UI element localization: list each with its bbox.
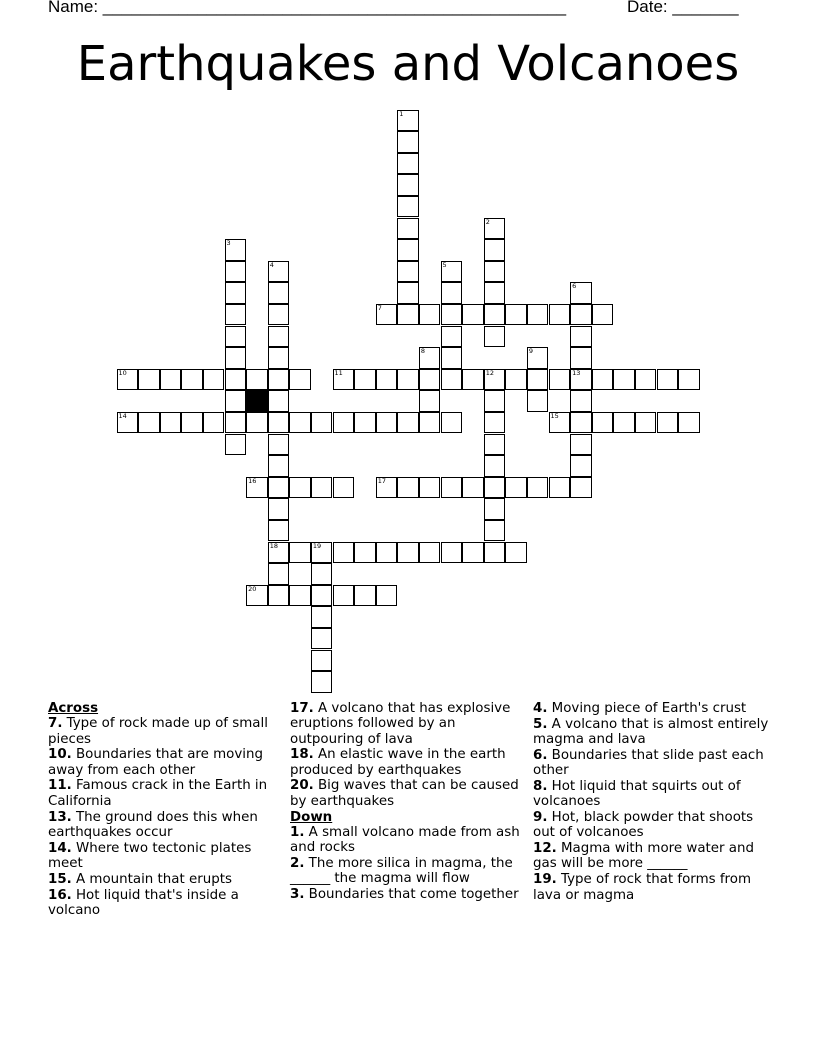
grid-cell[interactable] <box>505 369 527 391</box>
grid-cell[interactable] <box>484 218 506 240</box>
clue-down-1: 1. A small volcano made from ash and rocks <box>290 824 520 856</box>
grid-cell[interactable] <box>441 304 463 326</box>
grid-cell[interactable] <box>268 498 290 520</box>
grid-cell[interactable] <box>462 477 484 499</box>
grid-cell[interactable] <box>203 369 225 391</box>
grid-cell[interactable] <box>419 390 441 412</box>
grid-cell[interactable] <box>311 650 333 672</box>
grid-cell[interactable] <box>268 326 290 348</box>
clue-number-label: 18 <box>269 541 278 550</box>
grid-cell[interactable] <box>484 520 506 542</box>
grid-cell[interactable] <box>397 477 419 499</box>
grid-cell[interactable] <box>397 239 419 261</box>
grid-cell[interactable] <box>441 326 463 348</box>
grid-cell[interactable] <box>441 477 463 499</box>
grid-cell[interactable] <box>333 542 355 564</box>
grid-cell[interactable] <box>419 477 441 499</box>
grid-cell[interactable] <box>527 369 549 391</box>
grid-cell[interactable] <box>397 412 419 434</box>
grid-cell[interactable] <box>268 477 290 499</box>
grid-cell[interactable] <box>570 412 592 434</box>
grid-cell[interactable] <box>203 412 225 434</box>
grid-cell[interactable] <box>268 520 290 542</box>
grid-cell[interactable] <box>397 261 419 283</box>
grid-cell[interactable] <box>333 477 355 499</box>
grid-cell[interactable] <box>484 261 506 283</box>
grid-cell[interactable] <box>397 369 419 391</box>
clue-number-label: 19 <box>312 541 322 550</box>
clue-number-label: 8 <box>420 347 426 356</box>
grid-cell[interactable] <box>592 412 614 434</box>
grid-cell[interactable] <box>484 326 506 348</box>
clue-across-15: 15. A mountain that erupts <box>48 871 232 887</box>
grid-cell[interactable] <box>225 326 247 348</box>
grid-cell[interactable] <box>311 563 333 585</box>
grid-cell[interactable] <box>225 369 247 391</box>
clue-down-19: 19. Type of rock that forms from lava or magma <box>533 872 752 903</box>
clue-across-16: 16. Hot liquid that's inside a volcano <box>48 887 239 918</box>
clue-across-17: 17. A volcano that has explosive eruptions followed by an outpouring of lava <box>290 701 511 747</box>
grid-cell[interactable] <box>246 585 268 607</box>
grid-cell[interactable] <box>289 542 311 564</box>
grid-cell[interactable] <box>397 196 419 218</box>
clue-number-label: 16 <box>248 476 257 485</box>
grid-cell[interactable] <box>549 477 571 499</box>
clue-column-2 <box>290 701 526 903</box>
clue-number-label: 13 <box>572 368 581 377</box>
grid-cell[interactable] <box>484 542 506 564</box>
clue-down-8: 8. Hot liquid that squirts out of volcanoes <box>533 778 741 810</box>
grid-cell[interactable] <box>419 412 441 434</box>
grid-cell[interactable] <box>311 542 333 564</box>
grid-cell[interactable] <box>354 542 376 564</box>
clue-across-11: 11. Famous crack in the Earth in California <box>48 778 268 809</box>
grid-cell[interactable] <box>484 369 506 391</box>
grid-cell[interactable] <box>268 390 290 412</box>
grid-cell[interactable] <box>570 326 592 348</box>
grid-cell[interactable] <box>678 412 700 434</box>
grid-cell[interactable] <box>246 412 268 434</box>
grid-cell[interactable] <box>225 239 247 261</box>
grid-cell[interactable] <box>635 369 657 391</box>
grid-cell[interactable] <box>484 477 506 499</box>
clue-across-14: 14. Where two tectonic plates meet <box>48 840 252 871</box>
grid-cell[interactable] <box>268 455 290 477</box>
grid-cell[interactable] <box>441 261 463 283</box>
grid-cell[interactable] <box>376 477 398 499</box>
clue-number-label: 2 <box>485 217 490 226</box>
grid-cell[interactable] <box>311 628 333 650</box>
grid-cell[interactable] <box>268 369 290 391</box>
grid-cell[interactable] <box>657 369 679 391</box>
grid-cell[interactable] <box>333 412 355 434</box>
grid-cell[interactable] <box>289 477 311 499</box>
grid-cell[interactable] <box>570 455 592 477</box>
clue-down-5: 5. A volcano that is almost entirely magma and lava <box>533 716 769 748</box>
grid-cell[interactable] <box>289 412 311 434</box>
grid-cell[interactable] <box>527 390 549 412</box>
grid-cell[interactable] <box>484 498 506 520</box>
grid-cell[interactable] <box>527 304 549 326</box>
clue-across-20: 20. Big waves that can be caused by earthquakes <box>290 778 519 809</box>
clue-column-1 <box>48 701 284 919</box>
grid-cell[interactable] <box>505 304 527 326</box>
clue-number-label: 4 <box>269 260 274 269</box>
clue-down-4: 4. Moving piece of Earth's crust <box>533 701 747 716</box>
grid-cell[interactable] <box>419 542 441 564</box>
grid-cell[interactable] <box>376 542 398 564</box>
grid-cell[interactable] <box>570 390 592 412</box>
clue-down-9: 9. Hot, black powder that shoots out of volcanoes <box>533 810 754 841</box>
grid-cell[interactable] <box>462 542 484 564</box>
grid-cell[interactable] <box>397 153 419 175</box>
clue-number-label: 3 <box>226 239 231 248</box>
grid-cell[interactable] <box>311 477 333 499</box>
grid-cell[interactable] <box>246 477 268 499</box>
clue-number-label: 6 <box>572 282 577 291</box>
grid-cell[interactable] <box>397 304 419 326</box>
grid-cell[interactable] <box>311 671 333 693</box>
grid-cell[interactable] <box>354 412 376 434</box>
grid-cell[interactable] <box>138 369 160 391</box>
grid-cell[interactable] <box>441 369 463 391</box>
grid-cell[interactable] <box>225 304 247 326</box>
clue-number-label: 7 <box>377 303 382 312</box>
grid-cell[interactable] <box>592 369 614 391</box>
grid-cell[interactable] <box>462 369 484 391</box>
grid-cell[interactable] <box>419 304 441 326</box>
grid-cell[interactable] <box>527 347 549 369</box>
grid-cell[interactable] <box>289 585 311 607</box>
clue-number-label: 10 <box>118 368 127 377</box>
grid-cell[interactable] <box>441 542 463 564</box>
grid-cell[interactable] <box>657 412 679 434</box>
grid-cell[interactable] <box>268 585 290 607</box>
grid-cell[interactable] <box>484 282 506 304</box>
clue-down-3: 3. Boundaries that come together <box>290 887 519 903</box>
grid-cell[interactable] <box>397 131 419 153</box>
grid-cell[interactable] <box>354 369 376 391</box>
grid-cell[interactable] <box>268 542 290 564</box>
grid-cell[interactable] <box>570 304 592 326</box>
clue-down-2: 2. The more silica in magma, the ______ the magma will flow <box>290 855 513 887</box>
clue-down-12: 12. Magma with more water and gas will be more ______ <box>533 841 754 872</box>
grid-cell[interactable] <box>181 412 203 434</box>
clue-number-label: 1 <box>399 109 404 118</box>
grid-cell[interactable] <box>484 390 506 412</box>
grid-cell[interactable] <box>570 434 592 456</box>
grid-cell[interactable] <box>311 585 333 607</box>
grid-cell[interactable] <box>592 304 614 326</box>
clue-number-label: 20 <box>248 584 257 593</box>
grid-cell[interactable] <box>333 369 355 391</box>
clue-column-3 <box>533 701 769 903</box>
grid-cell[interactable] <box>397 110 419 132</box>
grid-cell[interactable] <box>484 455 506 477</box>
grid-cell[interactable] <box>376 412 398 434</box>
grid-cell[interactable] <box>376 369 398 391</box>
clue-across-10: 10. Boundaries that are moving away from each other <box>48 747 263 778</box>
grid-cell[interactable] <box>484 434 506 456</box>
grid-cell[interactable] <box>225 434 247 456</box>
grid-cell[interactable] <box>289 369 311 391</box>
grid-cell[interactable] <box>117 412 139 434</box>
clue-across-7: 7. Type of rock made up of small pieces <box>48 716 268 747</box>
grid-cell[interactable] <box>549 412 571 434</box>
across-heading: Across <box>48 701 99 716</box>
grid-cell[interactable] <box>225 390 247 412</box>
grid-cell[interactable] <box>484 412 506 434</box>
grid-cell[interactable] <box>441 412 463 434</box>
grid-cell[interactable] <box>441 282 463 304</box>
clue-number-label: 14 <box>118 411 127 420</box>
name-field-line: Name: _________________________________________________ <box>48 0 567 16</box>
grid-cell[interactable] <box>160 369 182 391</box>
grid-cell[interactable] <box>160 412 182 434</box>
grid-cell[interactable] <box>246 369 268 391</box>
grid-cell[interactable] <box>527 477 549 499</box>
grid-cell[interactable] <box>570 347 592 369</box>
grid-cell[interactable] <box>441 347 463 369</box>
grid-cell[interactable] <box>419 369 441 391</box>
clue-down-6: 6. Boundaries that slide past each other <box>533 747 764 779</box>
clue-number-label: 17 <box>377 476 386 485</box>
clue-number-label: 12 <box>485 368 494 377</box>
grid-cell[interactable] <box>462 304 484 326</box>
grid-cell[interactable] <box>397 174 419 196</box>
grid-cell[interactable] <box>333 585 355 607</box>
grid-cell[interactable] <box>225 282 247 304</box>
clue-number-label: 9 <box>528 347 534 356</box>
grid-cell[interactable] <box>570 282 592 304</box>
grid-cell[interactable] <box>376 585 398 607</box>
down-heading: Down <box>290 809 333 825</box>
grid-cell[interactable] <box>117 369 139 391</box>
grid-cell[interactable] <box>268 304 290 326</box>
grid-cell[interactable] <box>268 412 290 434</box>
grid-cell[interactable] <box>225 412 247 434</box>
clue-number-label: 11 <box>334 368 343 377</box>
grid-cell[interactable] <box>505 477 527 499</box>
grid-cell[interactable] <box>268 563 290 585</box>
grid-cell[interactable] <box>268 434 290 456</box>
grid-cell[interactable] <box>549 304 571 326</box>
clue-across-13: 13. The ground does this when earthquakes occur <box>48 809 258 840</box>
grid-cell[interactable] <box>678 369 700 391</box>
page-title: Earthquakes and Volcanoes <box>76 36 740 92</box>
grid-cell[interactable] <box>613 412 635 434</box>
date-field-line: Date: _______ <box>627 0 739 16</box>
grid-cell[interactable] <box>225 347 247 369</box>
grid-cell[interactable] <box>570 477 592 499</box>
black-square <box>246 390 268 412</box>
grid-cell[interactable] <box>354 585 376 607</box>
grid-cell[interactable] <box>268 347 290 369</box>
grid-cell[interactable] <box>570 369 592 391</box>
clue-across-18: 18. An elastic wave in the earth produced by earthquakes <box>290 747 506 778</box>
clue-number-label: 15 <box>550 411 559 420</box>
grid-cell[interactable] <box>397 282 419 304</box>
grid-cell[interactable] <box>225 261 247 283</box>
grid-cell[interactable] <box>505 542 527 564</box>
grid-cell[interactable] <box>376 304 398 326</box>
grid-cell[interactable] <box>397 542 419 564</box>
grid-cell[interactable] <box>268 261 290 283</box>
grid-cell[interactable] <box>311 606 333 628</box>
grid-cell[interactable] <box>484 239 506 261</box>
grid-cell[interactable] <box>268 282 290 304</box>
grid-cell[interactable] <box>138 412 160 434</box>
grid-cell[interactable] <box>635 412 657 434</box>
grid-cell[interactable] <box>549 369 571 391</box>
grid-cell[interactable] <box>613 369 635 391</box>
grid-cell[interactable] <box>484 304 506 326</box>
grid-cell[interactable] <box>397 218 419 240</box>
grid-cell[interactable] <box>181 369 203 391</box>
clue-number-label: 5 <box>442 260 447 269</box>
grid-cell[interactable] <box>419 347 441 369</box>
grid-cell[interactable] <box>311 412 333 434</box>
